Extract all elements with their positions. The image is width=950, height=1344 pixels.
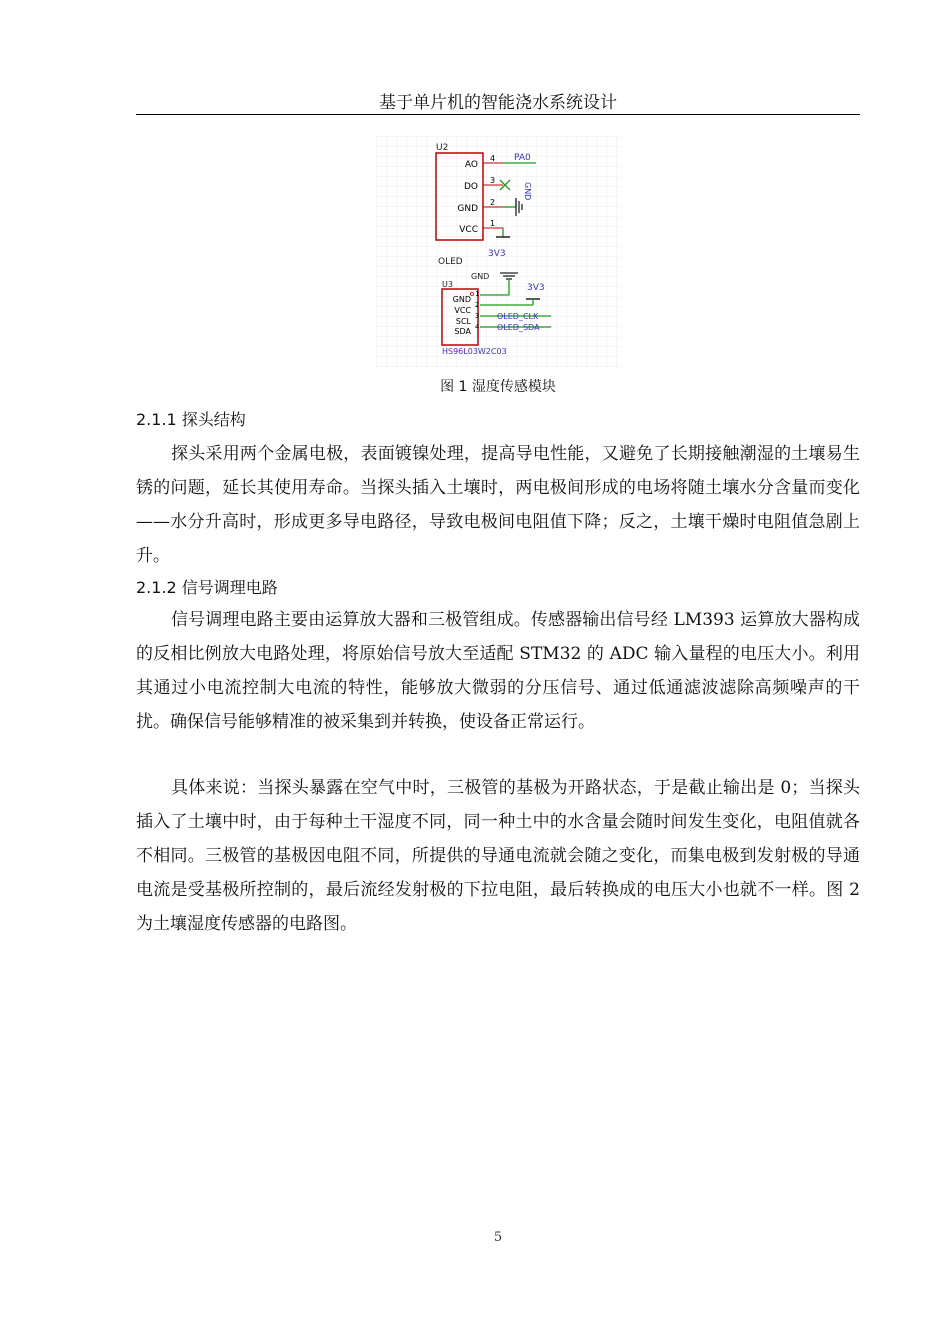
paragraph-signal-conditioning: 信号调理电路主要由运算放大器和三极管组成。传感器输出信号经 LM393 运算放大器构成的反相比例放大电路处理，将原始信号放大至适配 STM32 的 ADC 输入量程的电压大小。利用其通过小电流控制大电流的特性，能够放大微弱的分压信号、通过低通滤波滤除高频噪声的干扰。确保信号能够精准的被采集到并转换，使设备正常运行。 [136,610,860,732]
u2-num-4: 4 [490,154,496,163]
u2-pin-do: DO [463,182,478,192]
u3-pin-gnd: GND [452,295,471,304]
u2-pin-ao: AO [464,160,478,170]
net-3v3-u2: 3V3 [488,249,506,259]
oled-label: OLED [438,257,463,267]
u2-pin-gnd: GND [457,204,478,214]
u3-num-4: 4 [475,323,480,331]
u3-ref: U3 [442,280,453,289]
u2-num-2: 2 [490,198,496,207]
u3-pin-sda: SDA [454,327,471,336]
section-heading-2-1-1: 2.1.1 探头结构 [136,410,246,429]
u3-num-3: 3 [475,312,480,320]
net-oled-sda: OLED_SDA [497,323,540,332]
running-header: 基于单片机的智能浇水系统设计 [379,93,617,113]
u3-pin-scl: SCL [455,317,471,326]
header-rule [136,114,860,115]
page-number: 5 [493,1230,503,1245]
net-pa0: PA0 [514,153,531,163]
u2-num-1: 1 [490,219,496,228]
paragraph-probe-structure: 探头采用两个金属电极，表面镀镍处理，提高导电性能，又避免了长期接触潮湿的土壤易生锈的问题，延长其使用寿命。当探头插入土壤时，两电极间形成的电场将随土壤水分含量而变化——水分升高时，形成更多导电路径，导致电极间电阻值下降；反之，土壤干燥时电阻值急剧上升。 [136,444,860,566]
u2-num-3: 3 [490,176,496,185]
section-heading-2-1-2: 2.1.2 信号调理电路 [136,578,278,597]
oled-part-number: HS96L03W2C03 [442,347,507,356]
net-gnd-u2: GND [523,182,532,201]
u3-num-1: 1 [475,290,480,298]
u3-num-2: 2 [475,301,480,309]
schematic-figure [376,136,621,368]
oled-vcc-net: 3V3 [527,283,545,293]
u3-pin-vcc: VCC [454,306,471,315]
paragraph-detailed-explanation: 具体来说：当探头暴露在空气中时，三极管的基极为开路状态，于是截止输出是 0；当探头插入了土壤中时，由于每种土干湿度不同，同一种土中的水含量会随时间发生变化，电阻值就各不相同。三极管的基极因电阻不同，所提供的导通电流就会随之变化，而集电极到发射极的导通电流是受基极所控制的，最后流经发射极的下拉电阻，最后转换成的电压大小也就不一样。图 2 为土壤湿度传感器的电路图。 [136,778,860,934]
u2-ref: U2 [436,143,449,153]
net-oled-clk: OLED_CLK [497,312,539,321]
oled-gnd-net: GND [471,272,490,281]
figure-caption: 图 1 湿度传感模块 [440,379,556,395]
u2-pin-vcc: VCC [459,225,478,235]
